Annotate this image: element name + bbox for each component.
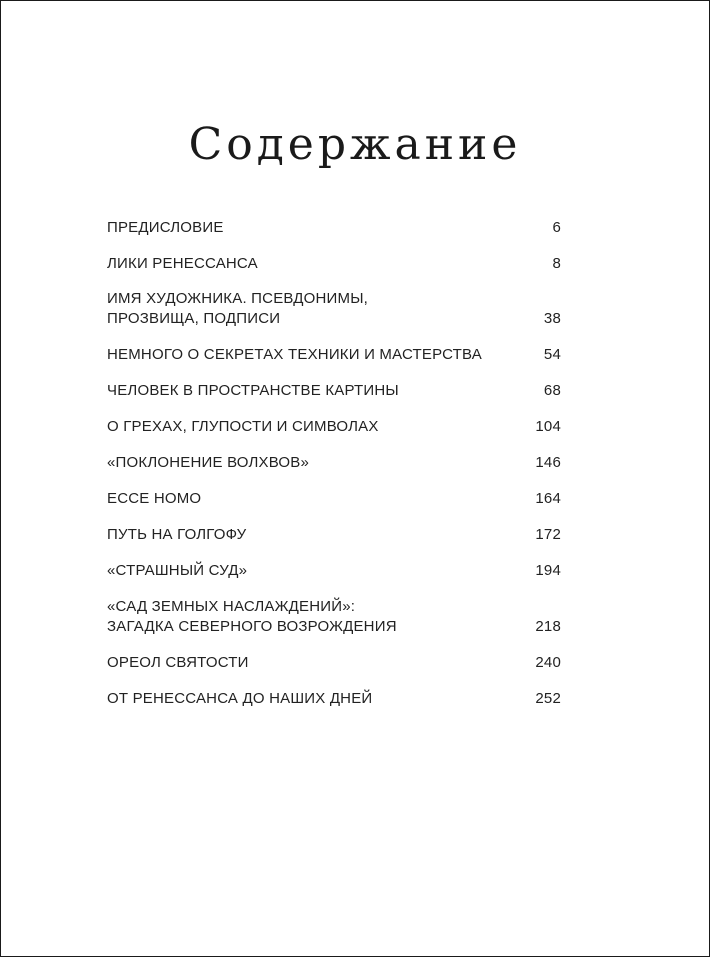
toc-entry-title: О ГРЕХАХ, ГЛУПОСТИ И СИМВОЛАХ [107,418,379,435]
toc-entry [107,689,561,709]
toc-entry-page: 104 [535,418,561,435]
toc-entry [107,345,561,365]
toc-entry-page: 54 [543,346,561,363]
toc-entry [107,525,561,545]
toc-entry-title: ЛИКИ РЕНЕССАНСА [107,255,258,272]
toc-entry [107,597,561,637]
toc-entry-page: 194 [535,562,561,579]
toc-entry-page: 68 [543,382,561,399]
toc-entry-title: ECCE HOMO [107,490,202,507]
toc-entry-title: ИМЯ ХУДОЖНИКА. ПСЕВДОНИМЫ, ПРОЗВИЩА, ПОДПИСИ [107,290,369,327]
toc-entry-title: «СТРАШНЫЙ СУД» [107,562,248,579]
toc-entry-page: 164 [535,490,561,507]
toc-entry [107,289,561,329]
toc-entry-title: ОРЕОЛ СВЯТОСТИ [107,654,249,671]
toc-entry-title: «ПОКЛОНЕНИЕ ВОЛХВОВ» [107,454,310,471]
toc-entry-page: 252 [535,690,561,707]
toc-entry-title: ПУТЬ НА ГОЛГОФУ [107,526,247,543]
toc-entry-title: «САД ЗЕМНЫХ НАСЛАЖДЕНИЙ»: ЗАГАДКА СЕВЕРНОГО ВОЗРОЖДЕНИЯ [107,598,397,635]
toc-entry-title: ЧЕЛОВЕК В ПРОСТРАНСТВЕ КАРТИНЫ [107,382,399,399]
toc-entry-page: 38 [543,310,561,327]
toc-entry-page: 218 [535,618,561,635]
toc-entry [107,653,561,673]
toc-entry-title: ОТ РЕНЕССАНСА ДО НАШИХ ДНЕЙ [107,690,373,707]
toc-entry-page: 8 [552,255,561,272]
page-title: Содержание [188,119,522,170]
toc-entry-page: 172 [535,526,561,543]
toc-entry [107,254,561,274]
toc-entry [107,417,561,437]
toc-entry-page: 6 [552,219,561,236]
toc-entry [107,561,561,581]
table-of-contents [107,1,561,958]
toc-entry-page: 146 [535,454,561,471]
toc-entry-title: НЕМНОГО О СЕКРЕТАХ ТЕХНИКИ И МАСТЕРСТВА [107,346,482,363]
toc-entry-title: ПРЕДИСЛОВИЕ [107,219,224,236]
toc-entry [107,381,561,401]
toc-entry [107,218,561,238]
toc-entry [107,489,561,509]
toc-entry-page: 240 [535,654,561,671]
toc-entry [107,453,561,473]
